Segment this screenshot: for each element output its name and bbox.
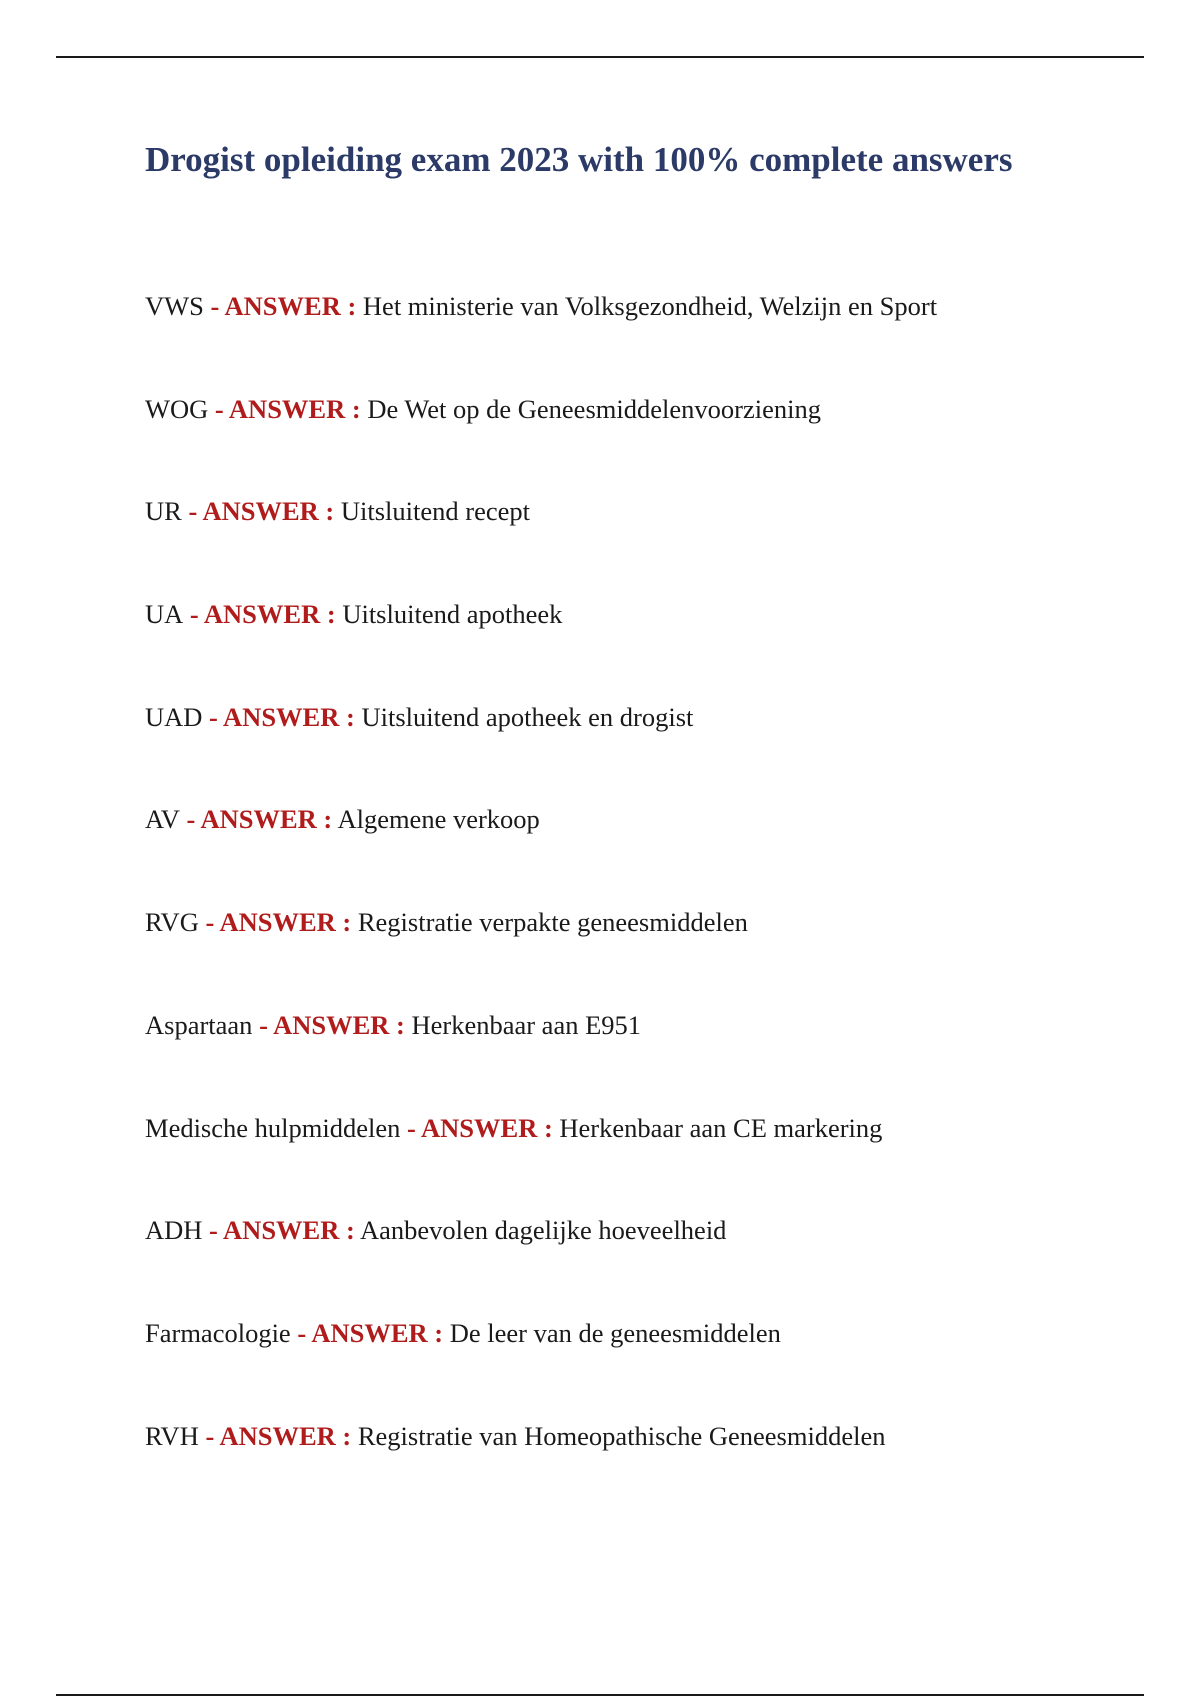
qa-term: Farmacologie xyxy=(145,1317,291,1348)
qa-answer: Registratie verpakte geneesmiddelen xyxy=(357,907,748,938)
answer-label: - ANSWER : xyxy=(400,1112,553,1143)
qa-item xyxy=(145,1007,1145,1110)
qa-item xyxy=(145,596,1145,699)
answer-label: - ANSWER : xyxy=(198,907,352,938)
qa-answer: Algemene verkoop xyxy=(337,804,540,835)
qa-term: RVH xyxy=(145,1420,199,1451)
qa-term: UR xyxy=(145,496,182,527)
qa-term: VWS xyxy=(145,291,204,321)
qa-answer: Het ministerie van Volksgezondheid, Welzijn en Sport xyxy=(362,291,938,321)
qa-list xyxy=(145,288,1145,1520)
answer-label: - ANSWER : xyxy=(203,291,357,321)
qa-term: UAD xyxy=(145,701,203,732)
qa-item xyxy=(145,1315,1145,1418)
answer-label: - ANSWER : xyxy=(179,804,333,835)
qa-item xyxy=(145,391,1145,494)
qa-item xyxy=(145,493,1145,596)
qa-answer: Aanbevolen dagelijke hoeveelheid xyxy=(360,1215,727,1246)
answer-label: - ANSWER : xyxy=(183,599,336,630)
qa-term: WOG xyxy=(145,393,209,424)
qa-answer: Uitsluitend apotheek en drogist xyxy=(361,701,694,732)
qa-term: Aspartaan xyxy=(145,1009,253,1040)
answer-label: - ANSWER : xyxy=(208,393,361,424)
qa-item xyxy=(145,288,1145,391)
qa-answer: Uitsluitend apotheek xyxy=(342,599,563,630)
qa-term: ADH xyxy=(145,1215,203,1246)
qa-answer: Registratie van Homeopathische Geneesmiddelen xyxy=(357,1420,886,1451)
qa-item xyxy=(145,904,1145,1007)
qa-term: Medische hulpmiddelen xyxy=(145,1112,401,1143)
qa-item xyxy=(145,1110,1145,1213)
qa-item xyxy=(145,801,1145,904)
answer-label: - ANSWER : xyxy=(198,1420,352,1451)
answer-label: - ANSWER : xyxy=(290,1317,444,1348)
qa-term: UA xyxy=(145,599,184,630)
bottom-rule xyxy=(56,1694,1144,1696)
qa-term: RVG xyxy=(145,907,199,938)
qa-answer: Uitsluitend recept xyxy=(340,496,530,527)
qa-item xyxy=(145,1418,1145,1521)
qa-term: AV xyxy=(145,804,180,835)
qa-answer: De leer van de geneesmiddelen xyxy=(449,1317,781,1348)
qa-answer: De Wet op de Geneesmiddelenvoorziening xyxy=(367,393,821,424)
top-rule xyxy=(56,56,1144,58)
answer-label: - ANSWER : xyxy=(252,1009,405,1040)
document-title: Drogist opleiding exam 2023 with 100% complete answers xyxy=(145,140,1013,179)
qa-item xyxy=(145,1212,1145,1315)
answer-label: - ANSWER : xyxy=(202,701,355,732)
qa-item xyxy=(145,699,1145,802)
qa-answer: Herkenbaar aan CE markering xyxy=(559,1112,883,1143)
answer-label: - ANSWER : xyxy=(202,1215,355,1246)
answer-label: - ANSWER : xyxy=(181,496,335,527)
qa-answer: Herkenbaar aan E951 xyxy=(411,1009,642,1040)
